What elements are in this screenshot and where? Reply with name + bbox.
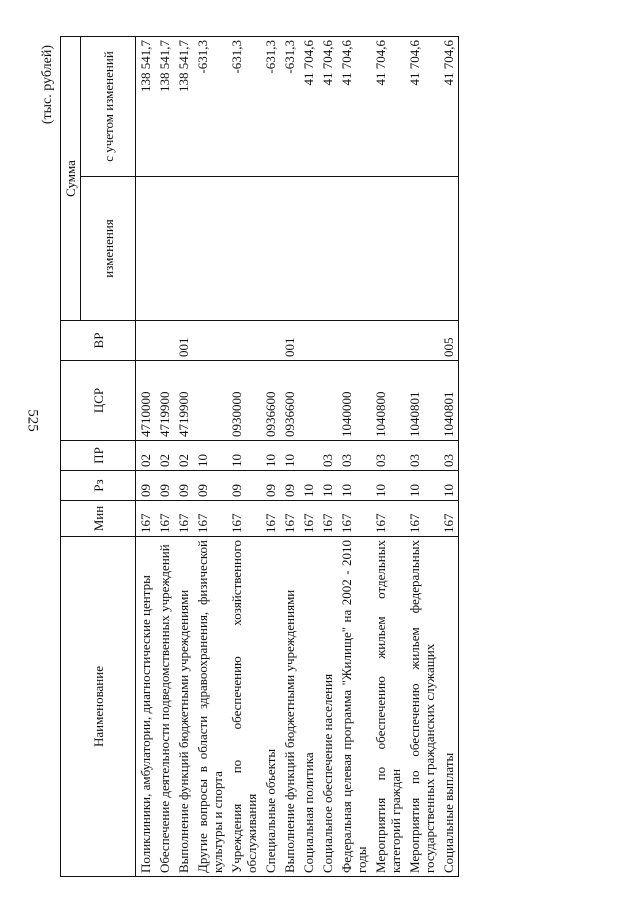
cell-with-changes: 41 704,6: [299, 37, 318, 177]
cell-changes: [227, 177, 261, 321]
cell-vr: [261, 321, 280, 361]
table-row: [318, 37, 337, 877]
cell-changes: [337, 177, 371, 321]
cell-csr: 1040801: [405, 361, 439, 441]
table-header: [61, 37, 136, 877]
cell-name: Мероприятия по обеспечению жильем отдельных категорий граждан: [371, 537, 405, 877]
cell-csr: 4719900: [155, 361, 174, 441]
cell-pr: 03: [371, 441, 405, 471]
cell-rz: 09: [174, 471, 193, 501]
cell-vr: 001: [280, 321, 299, 361]
cell-csr: [318, 361, 337, 441]
table-row: [371, 37, 405, 877]
cell-min: 167: [439, 501, 459, 537]
cell-pr: 03: [405, 441, 439, 471]
cell-pr: 03: [318, 441, 337, 471]
table-row: [337, 37, 371, 877]
header-changes: изменения: [81, 177, 136, 321]
cell-changes: [174, 177, 193, 321]
cell-rz: 10: [337, 471, 371, 501]
cell-changes: [405, 177, 439, 321]
cell-vr: [227, 321, 261, 361]
cell-name: Социальная политика: [299, 537, 318, 877]
cell-min: 167: [155, 501, 174, 537]
cell-pr: 03: [337, 441, 371, 471]
cell-with-changes: 41 704,6: [439, 37, 459, 177]
cell-min: 167: [371, 501, 405, 537]
page-number: 525: [24, 409, 41, 432]
cell-pr: 10: [193, 441, 227, 471]
header-min: Мин: [61, 501, 136, 537]
cell-rz: 10: [371, 471, 405, 501]
cell-vr: 005: [439, 321, 459, 361]
cell-pr: 10: [227, 441, 261, 471]
cell-pr: 03: [439, 441, 459, 471]
cell-csr: 1040801: [439, 361, 459, 441]
cell-vr: [405, 321, 439, 361]
cell-min: 167: [280, 501, 299, 537]
cell-vr: [371, 321, 405, 361]
header-with-changes: с учетом изменений: [81, 37, 136, 177]
cell-name: Специальные объекты: [261, 537, 280, 877]
cell-name: Поликлиники, амбулатории, диагностические центры: [136, 537, 156, 877]
table-row: [439, 37, 459, 877]
cell-csr: 0936600: [261, 361, 280, 441]
header-sum: Сумма: [61, 37, 81, 321]
cell-changes: [371, 177, 405, 321]
header-vr: ВР: [61, 321, 136, 361]
cell-with-changes: 41 704,6: [337, 37, 371, 177]
cell-name: Выполнение функций бюджетными учреждениями: [280, 537, 299, 877]
cell-min: 167: [405, 501, 439, 537]
cell-min: 167: [136, 501, 156, 537]
cell-csr: 1040800: [371, 361, 405, 441]
budget-table: [60, 36, 459, 877]
cell-pr: 10: [280, 441, 299, 471]
cell-min: 167: [337, 501, 371, 537]
cell-vr: [299, 321, 318, 361]
cell-pr: 10: [261, 441, 280, 471]
cell-rz: 09: [155, 471, 174, 501]
cell-with-changes: 138 541,7: [155, 37, 174, 177]
cell-min: 167: [227, 501, 261, 537]
cell-rz: 10: [299, 471, 318, 501]
cell-vr: [155, 321, 174, 361]
cell-vr: [193, 321, 227, 361]
cell-pr: 02: [174, 441, 193, 471]
cell-with-changes: 41 704,6: [405, 37, 439, 177]
cell-csr: 0936600: [280, 361, 299, 441]
cell-name: Выполнение функций бюджетными учреждениями: [174, 537, 193, 877]
table-row: [155, 37, 174, 877]
cell-with-changes: 41 704,6: [318, 37, 337, 177]
cell-rz: 10: [439, 471, 459, 501]
cell-min: 167: [318, 501, 337, 537]
cell-rz: 09: [227, 471, 261, 501]
cell-changes: [280, 177, 299, 321]
cell-changes: [299, 177, 318, 321]
table-row: [227, 37, 261, 877]
cell-vr: [318, 321, 337, 361]
table-row: [174, 37, 193, 877]
header-name: Наименование: [61, 537, 136, 877]
cell-with-changes: -631,3: [193, 37, 227, 177]
cell-pr: [299, 441, 318, 471]
cell-with-changes: 138 541,7: [136, 37, 156, 177]
cell-rz: 09: [136, 471, 156, 501]
cell-csr: [193, 361, 227, 441]
cell-csr: 4710000: [136, 361, 156, 441]
cell-min: 167: [193, 501, 227, 537]
cell-rz: 09: [280, 471, 299, 501]
cell-changes: [136, 177, 156, 321]
table-row: [299, 37, 318, 877]
cell-vr: [337, 321, 371, 361]
cell-pr: 02: [136, 441, 156, 471]
cell-changes: [318, 177, 337, 321]
table-row: [193, 37, 227, 877]
cell-pr: 02: [155, 441, 174, 471]
cell-with-changes: -631,3: [261, 37, 280, 177]
table-row: [280, 37, 299, 877]
cell-name: Учреждения по обеспечению хозяйственного обслуживания: [227, 537, 261, 877]
table-body: [136, 37, 459, 877]
table-row: [136, 37, 156, 877]
cell-csr: 0930000: [227, 361, 261, 441]
header-pr: ПР: [61, 441, 136, 471]
table-row: [261, 37, 280, 877]
cell-name: Социальное обеспечение населения: [318, 537, 337, 877]
cell-csr: 4719900: [174, 361, 193, 441]
cell-min: 167: [299, 501, 318, 537]
cell-vr: [136, 321, 156, 361]
cell-with-changes: 41 704,6: [371, 37, 405, 177]
cell-rz: 09: [193, 471, 227, 501]
header-csr: ЦСР: [61, 361, 136, 441]
cell-rz: 09: [261, 471, 280, 501]
cell-changes: [439, 177, 459, 321]
table-row: [405, 37, 439, 877]
cell-name: Социальные выплаты: [439, 537, 459, 877]
header-rz: Рз: [61, 471, 136, 501]
rotated-page: [40, 37, 580, 877]
cell-rz: 10: [318, 471, 337, 501]
cell-name: Другие вопросы в области здравоохранения, физической культуры и спорта: [193, 537, 227, 877]
cell-with-changes: -631,3: [227, 37, 261, 177]
cell-name: Федеральная целевая программа "Жилище" на 2002 - 2010 годы: [337, 537, 371, 877]
cell-changes: [155, 177, 174, 321]
cell-min: 167: [174, 501, 193, 537]
cell-with-changes: -631,3: [280, 37, 299, 177]
cell-changes: [193, 177, 227, 321]
cell-changes: [261, 177, 280, 321]
cell-vr: 001: [174, 321, 193, 361]
cell-name: Обеспечение деятельности подведомственных учреждений: [155, 537, 174, 877]
cell-min: 167: [261, 501, 280, 537]
cell-csr: 1040000: [337, 361, 371, 441]
cell-name: Мероприятия по обеспечению жильем федеральных государственных гражданских служащих: [405, 537, 439, 877]
unit-label: (тыс. рублей): [40, 45, 55, 125]
cell-csr: [299, 361, 318, 441]
cell-with-changes: 138 541,7: [174, 37, 193, 177]
cell-rz: 10: [405, 471, 439, 501]
